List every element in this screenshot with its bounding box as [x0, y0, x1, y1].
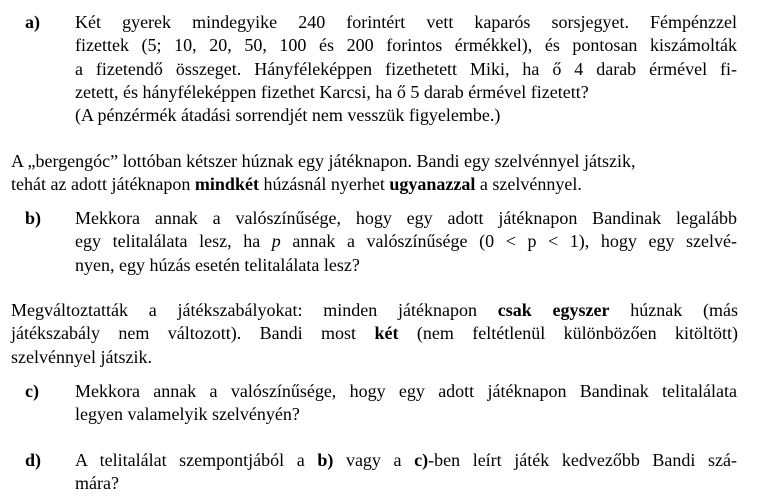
item-b-line-3: nyen, egy húzás esetén telitalálata lesz? [75, 254, 360, 275]
item-c [25, 380, 737, 427]
intro-2-line-3: szelvénnyel játszik. [11, 346, 152, 367]
item-d [25, 449, 737, 496]
item-b-text-post: , hogy egy szelvé- [584, 231, 738, 252]
intro-2-text-l2-post: (nem feltétlenül különbözően kitöltött) [398, 323, 738, 344]
item-a [25, 11, 737, 127]
item-a-line-5: (A pénzérmék átadási sorrendjét nem vesszük figyelembe.) [75, 105, 501, 126]
item-d-text-pre: A telitalálat szempontjából a [75, 450, 318, 470]
item-b [25, 207, 737, 277]
item-d-ref-c: c) [414, 450, 429, 470]
item-a-line-3: a fizetendő összeget. Hányféleképpen fizethetett Miki, ha ő 4 darab érmével fi- [75, 58, 737, 79]
variable-p: p [271, 231, 281, 252]
intro-1-text: tehát az adott játéknapon [11, 174, 195, 195]
item-b-text-pre: egy telitalálata lesz, ha [75, 231, 272, 252]
inequality: (0 < p < 1) [479, 231, 585, 252]
intro-2-line-2 [11, 322, 738, 345]
item-d-text-post: -ben leírt játék kedvezőbb Bandi szá- [428, 450, 737, 470]
item-a-line-4: zetett, és hányféleképpen fizethet Karcsi, ha ő 5 darab érmével fizetett? [75, 81, 589, 102]
intro-paragraph-2 [11, 299, 738, 369]
item-d-text [75, 449, 737, 496]
item-b-text [75, 207, 737, 277]
intro-1-bold-mindket: mindkét [194, 174, 259, 195]
item-c-line-1: Mekkora annak a valószínűsége, hogy egy adott játéknapon Bandinak telitalálata [75, 381, 737, 401]
item-c-line-2: legyen valamelyik szelvényén? [75, 404, 300, 425]
intro-1-line-1: A „bergengóc” lottóban kétszer húznak egy játéknapon. Bandi egy szelvénnyel játszik, [11, 151, 636, 171]
item-a-label: a) [25, 12, 40, 32]
intro-1-bold-ugyanazzal: ugyanazzal [389, 174, 476, 195]
item-b-line-1: Mekkora annak a valószínűsége, hogy egy adott játéknapon Bandinak legalább [75, 208, 737, 228]
intro-1-text-mid: húzásnál nyerhet [258, 174, 390, 195]
item-a-line-1: Két gyerek mindegyike 240 forintért vett kaparós sorsjegyet. Fémpénzzel [75, 12, 737, 32]
item-b-line-2 [75, 230, 737, 253]
intro-2-line-1 [11, 299, 738, 322]
item-d-label: d) [25, 450, 42, 470]
item-d-line-2: mára? [75, 473, 119, 494]
intro-2-text-post: húznak (más [609, 300, 739, 320]
intro-2-text-l2: játékszabály nem változott). Bandi most [11, 323, 375, 344]
intro-2-bold-csak-egyszer: csak egyszer [497, 300, 610, 320]
item-c-text [75, 380, 737, 427]
item-b-label: b) [25, 208, 42, 228]
intro-1-line-2 [11, 173, 738, 196]
intro-2-text-pre: Megváltoztatták a játékszabályokat: minden játéknapon [11, 300, 498, 320]
intro-2-bold-ket: két [374, 323, 399, 344]
item-d-line-1 [75, 449, 737, 472]
intro-1-text-post: a szelvénnyel. [475, 174, 582, 195]
item-d-ref-b: b) [317, 450, 334, 470]
item-a-line-2: fizettek (5; 10, 20, 50, 100 és 200 forintos érmékkel), és pontosan kiszámolták [75, 35, 737, 56]
intro-paragraph-1 [11, 150, 738, 197]
item-b-text-mid: annak a valószínűsége [280, 231, 480, 252]
item-d-text-mid: vagy a [333, 450, 415, 470]
item-a-text [75, 11, 737, 127]
item-c-label: c) [25, 381, 39, 401]
